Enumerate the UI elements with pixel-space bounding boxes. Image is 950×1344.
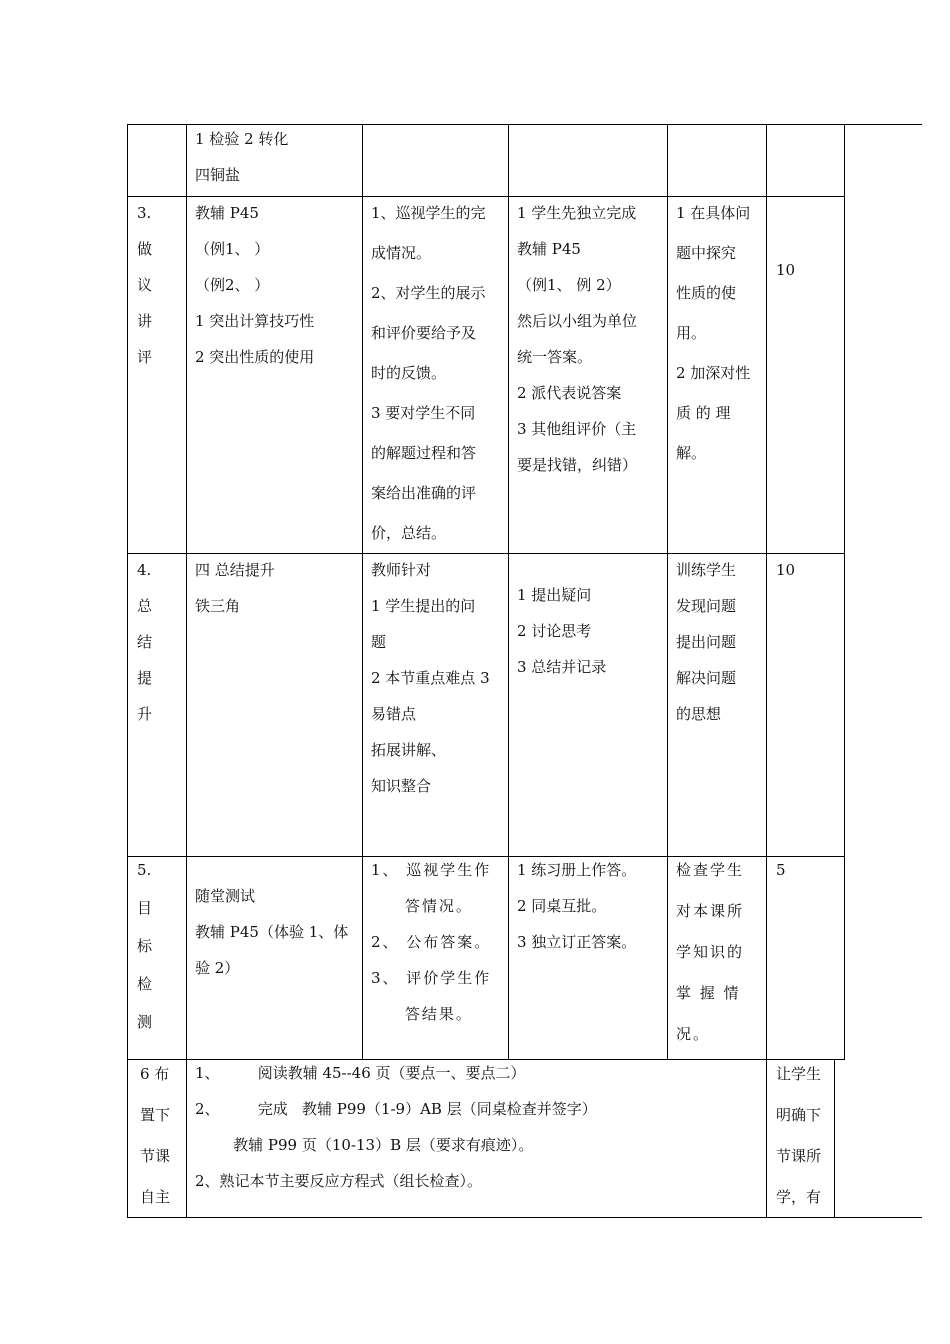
column-divider <box>186 124 187 1218</box>
teacher-line: 成情况。 <box>371 244 432 262</box>
content-line: 铁三角 <box>195 597 241 615</box>
row4-content-cell <box>195 878 348 986</box>
intent-line: 用。 <box>676 324 707 342</box>
teacher-line: 2 本节重点难点 3 <box>371 669 490 687</box>
row2-student-cell <box>517 195 637 483</box>
content-line: 1 突出计算技巧性 <box>195 312 315 330</box>
teacher-line: 的解题过程和答 <box>371 444 477 462</box>
stage-label: 自主 <box>140 1188 171 1206</box>
row3-student-cell <box>517 577 606 685</box>
stage-label: 置下 <box>140 1106 171 1124</box>
intent-line: 题中探究 <box>676 244 737 262</box>
row1-content-cell <box>195 121 288 193</box>
assignment-line: 2、熟记本节主要反应方程式（组长检查）。 <box>195 1172 483 1190</box>
intent-line: 掌 握 情 <box>676 984 741 1002</box>
assignment-line: 1、 阅读教辅 45--46 页（要点一、要点二） <box>195 1064 526 1082</box>
row2-stage-cell <box>137 195 152 375</box>
teacher-line: 答情况。 <box>371 897 473 915</box>
content-line: 2 突出性质的使用 <box>195 348 315 366</box>
row4-intent-cell <box>676 850 744 1055</box>
row3-intent-cell <box>676 552 736 732</box>
intent-line: 节课所 <box>776 1147 822 1165</box>
column-divider <box>834 1059 835 1218</box>
student-line: 2 同桌互批。 <box>517 897 607 915</box>
teacher-line: 1、巡视学生的完 <box>371 204 486 222</box>
teacher-line: 1、 巡视学生作 <box>371 861 492 879</box>
column-divider <box>362 124 363 1060</box>
row3-teacher-cell <box>371 552 490 804</box>
content-line: 验 2） <box>195 959 240 977</box>
column-divider <box>127 124 128 1218</box>
intent-line: 性质的使 <box>676 284 737 302</box>
row3-stage-cell <box>137 552 152 732</box>
row1-content-line: 1 检验 2 转化 <box>195 130 289 148</box>
column-divider <box>844 124 845 1060</box>
intent-line: 学，有 <box>776 1188 822 1206</box>
teacher-line: 时的反馈。 <box>371 364 447 382</box>
stage-label: 节课 <box>140 1147 171 1165</box>
row4-stage-cell <box>137 851 152 1041</box>
stage-label: 做 <box>137 240 153 258</box>
teacher-line: 答结果。 <box>371 1005 473 1023</box>
time-value: 10 <box>776 261 796 279</box>
student-line: 3 其他组评价（主 <box>517 420 637 438</box>
teacher-line: 案给出准确的评 <box>371 484 477 502</box>
intent-line: 质 的 理 <box>676 404 731 422</box>
column-divider <box>508 124 509 1060</box>
intent-line: 提出问题 <box>676 633 737 651</box>
student-line: 统一答案。 <box>517 348 593 366</box>
teacher-line: 知识整合 <box>371 777 432 795</box>
teacher-line: 和评价要给予及 <box>371 324 477 342</box>
row5-stage-cell <box>140 1054 170 1218</box>
student-line: 3 独立订正答案。 <box>517 933 637 951</box>
stage-label: 3. <box>137 204 152 222</box>
row5-intent-cell <box>776 1054 821 1218</box>
teacher-line: 教师针对 <box>371 561 432 579</box>
stage-label: 5. <box>137 861 152 879</box>
column-divider <box>667 124 668 1060</box>
teacher-line: 2、对学生的展示 <box>371 284 486 302</box>
row4-student-cell <box>517 852 636 960</box>
student-line: 1 提出疑问 <box>517 586 592 604</box>
student-line: 教辅 P45 <box>517 240 581 258</box>
intent-line: 2 加深对性 <box>676 364 751 382</box>
content-line: （例2、 ） <box>195 276 270 294</box>
stage-label: 测 <box>137 1013 153 1031</box>
content-line: 四 总结提升 <box>195 561 275 579</box>
teacher-line: 拓展讲解、 <box>371 741 447 759</box>
row2-teacher-cell <box>371 193 486 553</box>
stage-label: 总 <box>137 597 153 615</box>
student-line: 1 练习册上作答。 <box>517 861 637 879</box>
assignment-line: 教辅 P99 页（10-13）B 层（要求有痕迹）。 <box>195 1136 534 1154</box>
intent-line: 1 在具体问 <box>676 204 751 222</box>
intent-line: 明确下 <box>776 1106 822 1124</box>
row4-teacher-cell <box>371 852 491 1032</box>
column-divider <box>766 124 767 1218</box>
time-value: 5 <box>776 861 786 879</box>
stage-label: 提 <box>137 669 153 687</box>
intent-line: 训练学生 <box>676 561 737 579</box>
student-line: 2 讨论思考 <box>517 622 592 640</box>
intent-line: 况。 <box>676 1025 711 1043</box>
stage-label: 议 <box>137 276 153 294</box>
row3-time-cell <box>776 552 795 588</box>
stage-label: 标 <box>137 937 153 955</box>
stage-label: 评 <box>137 348 153 366</box>
row4-time-cell <box>776 852 786 888</box>
student-line: 然后以小组为单位 <box>517 312 638 330</box>
intent-line: 发现问题 <box>676 597 737 615</box>
stage-label: 讲 <box>137 312 153 330</box>
assignment-line: 2、 完成 教辅 P99（1-9）AB 层（同桌检查并签字） <box>195 1100 597 1118</box>
student-line: （例1、 例 2） <box>517 276 621 294</box>
row3-content-cell <box>195 552 275 624</box>
teacher-line: 3、 评价学生作 <box>371 969 492 987</box>
row2-time-cell <box>776 252 795 288</box>
intent-line: 让学生 <box>776 1065 822 1083</box>
stage-label: 检 <box>137 975 153 993</box>
content-line: 教辅 P45（体验 1、体 <box>195 923 349 941</box>
intent-line: 解。 <box>676 444 707 462</box>
row5-assignment-cell <box>195 1055 597 1199</box>
teacher-line: 易错点 <box>371 705 417 723</box>
intent-line: 学知识的 <box>676 943 745 961</box>
student-line: 3 总结并记录 <box>517 658 607 676</box>
intent-line: 解决问题 <box>676 669 737 687</box>
teacher-line: 3 要对学生不同 <box>371 404 476 422</box>
student-line: 要是找错，纠错） <box>517 456 638 474</box>
stage-label: 6 布 <box>140 1065 170 1083</box>
intent-line: 检查学生 <box>676 861 745 879</box>
content-line: 教辅 P45 <box>195 204 259 222</box>
student-line: 2 派代表说答案 <box>517 384 622 402</box>
intent-line: 的思想 <box>676 705 722 723</box>
teacher-line: 题 <box>371 633 387 651</box>
stage-label: 升 <box>137 705 153 723</box>
student-line: 1 学生先独立完成 <box>517 204 637 222</box>
teacher-line: 价，总结。 <box>371 524 447 542</box>
stage-label: 结 <box>137 633 153 651</box>
content-line: 随堂测试 <box>195 887 256 905</box>
intent-line: 对本课所 <box>676 902 745 920</box>
teacher-line: 1 学生提出的问 <box>371 597 476 615</box>
content-line: （例1、 ） <box>195 240 270 258</box>
stage-label: 目 <box>137 899 153 917</box>
row2-content-cell <box>195 195 314 375</box>
row2-intent-cell <box>676 193 750 473</box>
stage-label: 4. <box>137 561 152 579</box>
row1-content-line: 四铜盐 <box>195 166 241 184</box>
teacher-line: 2、 公布答案。 <box>371 933 492 951</box>
time-value: 10 <box>776 561 796 579</box>
